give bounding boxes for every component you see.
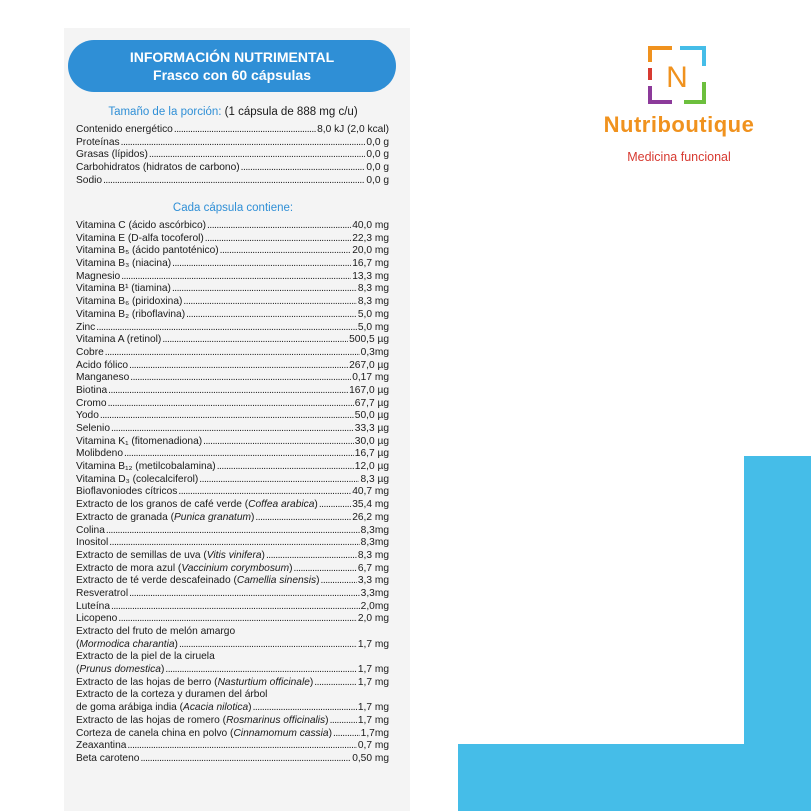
nutrient-name <box>76 588 128 601</box>
nutrient-name <box>76 309 185 322</box>
nutrient-row <box>76 525 389 538</box>
nutrient-name-text: Inositol <box>76 537 109 549</box>
dot-leader <box>124 448 354 461</box>
nutrient-row <box>76 245 389 258</box>
row-value: 0,0 g <box>366 162 389 174</box>
row-value: 0,0 g <box>366 149 389 161</box>
nutrient-row <box>76 360 389 373</box>
nutrient-row <box>76 398 389 411</box>
nutrient-value: 1,7 mg <box>357 676 389 688</box>
energy-row <box>76 162 389 175</box>
nutrient-row <box>76 512 389 525</box>
nutrient-value: 267,0 µg <box>349 359 389 371</box>
nutrient-value: 12,0 µg <box>354 461 389 473</box>
header-subtitle: Frasco con 60 cápsulas <box>153 67 311 83</box>
nutrient-row <box>76 258 389 271</box>
nutrient-name-text: Bioflavoniodes cítricos <box>76 486 178 498</box>
nutrient-name-close: ) <box>261 549 265 561</box>
nutrient-name <box>76 385 107 398</box>
nutrient-value: 6,7 mg <box>357 562 389 574</box>
dot-leader <box>109 537 359 550</box>
nutrient-name-text: Vitamina B₅ (ácido pantoténico) <box>76 245 219 257</box>
nutrient-name <box>76 664 164 677</box>
nutrient-name <box>76 296 182 309</box>
nutrient-name-text: Extracto de los granos de café verde ( <box>76 499 249 511</box>
dot-leader <box>127 740 356 753</box>
nutrient-value: 8,3mg <box>360 537 389 549</box>
nutrient-name <box>76 740 126 753</box>
dot-leader <box>129 588 360 601</box>
nutrient-name <box>76 550 265 563</box>
dot-leader <box>314 677 357 690</box>
dot-leader <box>172 258 351 271</box>
nutrient-name <box>76 753 139 766</box>
dot-leader <box>220 245 352 258</box>
dot-leader <box>186 309 357 322</box>
decorative-corner-accent <box>458 456 811 811</box>
dot-leader <box>217 461 354 474</box>
nutrient-value: 500,5 µg <box>349 334 389 346</box>
dot-leader <box>118 613 356 626</box>
nutrient-value: 26,2 mg <box>352 511 389 523</box>
nutrient-name-text: Corteza de canela china en polvo ( <box>76 727 234 739</box>
nutrient-row <box>76 283 389 296</box>
nutrient-row <box>76 613 389 626</box>
nutrient-name-close: ) <box>316 575 320 587</box>
nutrient-name-text: Extracto de mora azul ( <box>76 562 182 574</box>
nutrient-name-text: ( <box>76 664 80 676</box>
nutrient-row <box>76 702 389 715</box>
nutrient-name-text: Extracto de las hojas de berro ( <box>76 676 218 688</box>
nutrient-name <box>76 613 117 626</box>
nutrient-name-close: ) <box>251 511 255 523</box>
nutrient-group-header: Extracto del fruto de melón amargo <box>76 626 236 637</box>
row-label: Carbohidratos (hidratos de carbono) <box>76 162 240 174</box>
dot-leader <box>241 162 366 175</box>
nutrient-name <box>76 220 206 233</box>
dot-leader <box>174 124 316 137</box>
nutrient-name-text: Licopeno <box>76 613 118 625</box>
nutrient-value: 8,3 mg <box>357 549 389 561</box>
nutrient-name <box>76 360 128 373</box>
nutrient-name-close: ) <box>289 562 293 574</box>
nutrient-row <box>76 461 389 474</box>
dot-leader <box>111 423 354 436</box>
dot-leader <box>121 137 366 150</box>
dot-leader <box>179 639 357 652</box>
nutrient-row <box>76 588 389 601</box>
nutrient-value: 8,3 mg <box>357 296 389 308</box>
dot-leader <box>108 385 348 398</box>
nutrient-name <box>76 398 107 411</box>
nutrient-row <box>76 575 389 588</box>
nutrient-name <box>76 486 177 499</box>
nutrient-row <box>76 474 389 487</box>
nutrient-name <box>76 702 252 715</box>
nutrient-row <box>76 296 389 309</box>
nutrient-group-header: Extracto de la corteza y duramen del árbol <box>76 689 268 701</box>
nutrient-value: 0,17 mg <box>352 372 389 384</box>
nutrient-row <box>76 601 389 614</box>
row-value: 0,0 g <box>366 174 389 186</box>
row-value: 8,0 kJ (2,0 kcal) <box>317 124 389 135</box>
nutrient-name <box>76 423 110 436</box>
dot-leader <box>162 334 348 347</box>
dot-leader <box>203 436 354 449</box>
dot-leader <box>108 398 354 411</box>
nutrient-name-text: Vitamina E (D-alfa tocoferol) <box>76 232 204 244</box>
header-title: INFORMACIÓN NUTRIMENTAL <box>129 49 335 65</box>
nutrient-row <box>76 486 389 499</box>
nutrient-name-text: de goma arábiga india ( <box>76 702 184 714</box>
nutrient-name-text: Vitamina K₁ (fitomenadiona) <box>76 435 203 447</box>
dot-leader <box>130 372 351 385</box>
nutrient-value: 3,3 mg <box>357 575 389 587</box>
nutrient-name <box>76 525 105 538</box>
nutrient-value: 40,7 mg <box>352 486 389 498</box>
capsule-section-title: Cada cápsula contiene: <box>172 202 294 214</box>
nutrient-value: 20,0 mg <box>352 245 389 257</box>
nutrient-scientific-name: Vitis vinifera <box>206 549 262 561</box>
nutrient-name <box>76 715 329 728</box>
nutrient-group-header: Extracto de la piel de la ciruela <box>76 651 215 663</box>
nutrient-scientific-name: Vaccinium corymbosum <box>181 562 290 574</box>
nutrient-name-text: Vitamina B₂ (riboflavina) <box>76 308 186 320</box>
dot-leader <box>333 728 360 741</box>
dot-leader <box>165 664 356 677</box>
nutrient-value: 67,7 µg <box>354 397 389 409</box>
nutrient-name <box>76 283 171 296</box>
dot-leader <box>253 702 357 715</box>
dot-leader <box>330 715 357 728</box>
nutrient-row <box>76 233 389 246</box>
nutrient-row <box>76 309 389 322</box>
nutrient-name-text: Cobre <box>76 346 104 358</box>
nutrient-name-text: Luteína <box>76 600 110 612</box>
dot-leader <box>199 474 359 487</box>
nutrient-name <box>76 436 202 449</box>
nutrient-name-text: Yodo <box>76 410 99 422</box>
nutrient-row <box>76 334 389 347</box>
nutrient-value: 30,0 µg <box>354 435 389 447</box>
nutrient-value: 35,4 mg <box>352 499 389 511</box>
nutrient-name <box>76 322 95 335</box>
nutrient-row <box>76 448 389 461</box>
nutrient-name <box>76 728 332 741</box>
nutrient-name-text: Manganeso <box>76 372 130 384</box>
nutrient-name <box>76 601 110 614</box>
nutrient-scientific-name: Camellia sinensis <box>236 575 317 587</box>
dot-leader <box>205 233 351 246</box>
nutrient-value: 50,0 µg <box>354 410 389 422</box>
nutrient-name <box>76 474 198 487</box>
nutrient-name-text: ( <box>76 638 80 650</box>
nutrient-name-text: Vitamina B¹ (tiamina) <box>76 283 171 295</box>
serving-size-value: (1 cápsula de 888 mg c/u) <box>221 106 358 118</box>
serving-size <box>76 106 390 118</box>
nutrient-row <box>76 436 389 449</box>
nutrient-row <box>76 740 389 753</box>
dot-leader <box>106 525 360 538</box>
dot-leader <box>172 283 357 296</box>
nutrient-value: 5,0 mg <box>357 321 389 333</box>
nutrient-value: 1,7mg <box>360 727 389 739</box>
nutrient-name-text: Extracto de té verde descafeinado ( <box>76 575 237 587</box>
brand-tagline: Medicina funcional <box>627 150 731 164</box>
nutrient-row <box>76 347 389 360</box>
nutrient-row <box>76 537 389 550</box>
nutrient-value: 8,3 mg <box>357 283 389 295</box>
nutrient-name-text: Zinc <box>76 321 96 333</box>
nutrient-row <box>76 372 389 385</box>
nutrition-header <box>68 40 396 92</box>
nutrient-name <box>76 563 292 576</box>
energy-row <box>76 149 389 162</box>
dot-leader <box>207 220 351 233</box>
nutrient-row <box>76 499 389 512</box>
energy-row <box>76 124 389 137</box>
dot-leader <box>121 271 351 284</box>
nutrient-name-text: Colina <box>76 524 105 536</box>
dot-leader <box>111 601 360 614</box>
nutrient-value: 0,3mg <box>360 346 389 358</box>
dot-leader <box>293 563 356 576</box>
nutrient-value: 1,7 mg <box>357 638 389 650</box>
nutrient-value: 8,3mg <box>360 524 389 536</box>
dot-leader <box>140 753 351 766</box>
row-label: Sodio <box>76 174 103 186</box>
nutrient-row <box>76 677 389 690</box>
nutrient-name <box>76 245 219 258</box>
row-label: Grasas (lípidos) <box>76 149 148 161</box>
nutrient-name-text: Vitamina B₁₂ (metilcobalamina) <box>76 461 216 473</box>
nutrient-name-text: Magnesio <box>76 270 121 282</box>
nutrient-name-text: Vitamina B₆ (piridoxina) <box>76 296 183 308</box>
nutrient-row <box>76 220 389 233</box>
nutrient-name <box>76 575 320 588</box>
nutrient-name-text: Beta caroteno <box>76 752 140 764</box>
dot-leader <box>183 296 356 309</box>
nutrient-value: 3,3mg <box>360 587 389 599</box>
nutrient-name-close: ) <box>309 676 314 688</box>
nutrient-name-close: ) <box>248 702 252 714</box>
nutrient-name <box>76 512 254 525</box>
nutrient-scientific-name: Acacia nilotica <box>183 702 249 714</box>
dot-leader <box>100 410 354 423</box>
nutrient-name-text: Vitamina D₃ (colecalciferol) <box>76 473 199 485</box>
dot-leader <box>266 550 357 563</box>
nutrient-name-close: ) <box>314 499 318 511</box>
nutrient-name-text: Zeaxantina <box>76 740 127 752</box>
nutrient-name <box>76 537 108 550</box>
nutrient-name-text: Extracto de las hojas de romero ( <box>76 714 227 726</box>
row-value: 0,0 g <box>366 136 389 148</box>
nutrient-name <box>76 334 161 347</box>
nutrient-scientific-name: Nasturtium officinale <box>217 676 310 688</box>
nutrient-name-text: Vitamina C (ácido ascórbico) <box>76 220 207 231</box>
dot-leader <box>149 149 365 162</box>
nutrient-row <box>76 385 389 398</box>
nutrient-scientific-name: Cinnamomum cassia <box>233 727 329 739</box>
nutrient-row <box>76 322 389 335</box>
brand-name: Nutriboutique <box>603 112 755 137</box>
nutrient-name-text: Vitamina A (retinol) <box>76 334 162 346</box>
nutrient-name <box>76 499 318 512</box>
dot-leader <box>96 322 357 335</box>
nutrient-value: 16,7 mg <box>352 258 389 270</box>
nutrient-row <box>76 423 389 436</box>
nutrient-row <box>76 664 389 677</box>
nutrient-value: 22,3 mg <box>352 232 389 244</box>
nutrient-name <box>76 448 123 461</box>
nutrient-name <box>76 461 216 474</box>
nutrient-value: 1,7 mg <box>357 714 389 726</box>
nutrient-scientific-name: Rosmarinus officinalis <box>226 714 326 726</box>
nutrient-name-close: ) <box>160 664 165 676</box>
nutrient-value: 2,0 mg <box>357 613 389 625</box>
nutrient-value: 1,7 mg <box>357 664 389 676</box>
row-label: Proteínas <box>76 136 120 148</box>
dot-leader <box>178 486 351 499</box>
nutrient-name <box>76 677 313 690</box>
nutrient-row <box>76 728 389 741</box>
nutrient-scientific-name: Prunus domestica <box>79 664 161 676</box>
nutrient-name-text: Vitamina B₃ (niacina) <box>76 258 172 270</box>
nutrient-name-text: Extracto de semillas de uva ( <box>76 549 207 561</box>
nutrient-name <box>76 271 120 284</box>
dot-leader <box>255 512 351 525</box>
nutrient-name-text: Molibdeno <box>76 448 124 460</box>
logo-mark <box>644 42 710 108</box>
dot-leader <box>105 347 360 360</box>
nutrient-row <box>76 715 389 728</box>
nutrient-name-close: ) <box>325 714 329 726</box>
dot-leader <box>321 575 357 588</box>
nutrient-value: 40,0 mg <box>352 220 389 231</box>
nutrient-name-text: Biotina <box>76 384 108 396</box>
nutrient-name <box>76 233 204 246</box>
nutrient-value: 5,0 mg <box>357 308 389 320</box>
row-label: Contenido energético <box>76 124 173 135</box>
energy-row <box>76 175 389 188</box>
energy-row <box>76 137 389 150</box>
energy-table <box>76 124 389 187</box>
nutrient-value: 8,3 µg <box>360 473 389 485</box>
nutrient-value: 13,3 mg <box>352 270 389 282</box>
nutrient-scientific-name: Punica granatum <box>173 511 252 523</box>
nutrient-value: 167,0 µg <box>349 384 389 396</box>
nutrient-row <box>76 753 389 766</box>
nutrient-row <box>76 410 389 423</box>
nutrient-name-close: ) <box>328 727 332 739</box>
nutrient-value: 16,7 µg <box>354 448 389 460</box>
nutrient-row <box>76 639 389 652</box>
nutrient-name <box>76 410 99 423</box>
nutrient-name-text: Extracto de granada ( <box>76 511 174 523</box>
nutrient-scientific-name: Mormodica charantia <box>79 638 175 650</box>
logo-letter: N <box>666 61 688 94</box>
nutrient-value: 0,50 mg <box>352 752 389 764</box>
dot-leader <box>103 175 365 188</box>
nutrient-name <box>76 347 104 360</box>
nutrients-table <box>76 220 389 766</box>
nutrient-name-close: ) <box>174 638 178 650</box>
dot-leader <box>319 499 351 512</box>
nutrient-value: 2,0mg <box>360 600 389 612</box>
nutrient-row <box>76 563 389 576</box>
nutrient-value: 1,7 mg <box>357 702 389 714</box>
nutrient-name-text: Ácido fólico <box>76 359 129 371</box>
nutrient-name <box>76 639 178 652</box>
nutrient-name <box>76 372 129 385</box>
serving-size-label: Tamaño de la porción: <box>108 106 222 118</box>
dot-leader <box>129 360 348 373</box>
nutrient-name-text: Cromo <box>76 397 107 409</box>
nutrient-value: 0,7 mg <box>357 740 389 752</box>
nutrient-name-text: Resveratrol <box>76 587 129 599</box>
nutrient-row <box>76 271 389 284</box>
nutrient-value: 33,3 µg <box>354 423 389 434</box>
nutrient-row <box>76 550 389 563</box>
nutrient-name-text: Selenio <box>76 423 110 434</box>
nutrient-scientific-name: Coffea arabica <box>248 499 315 511</box>
nutrient-name <box>76 258 171 271</box>
